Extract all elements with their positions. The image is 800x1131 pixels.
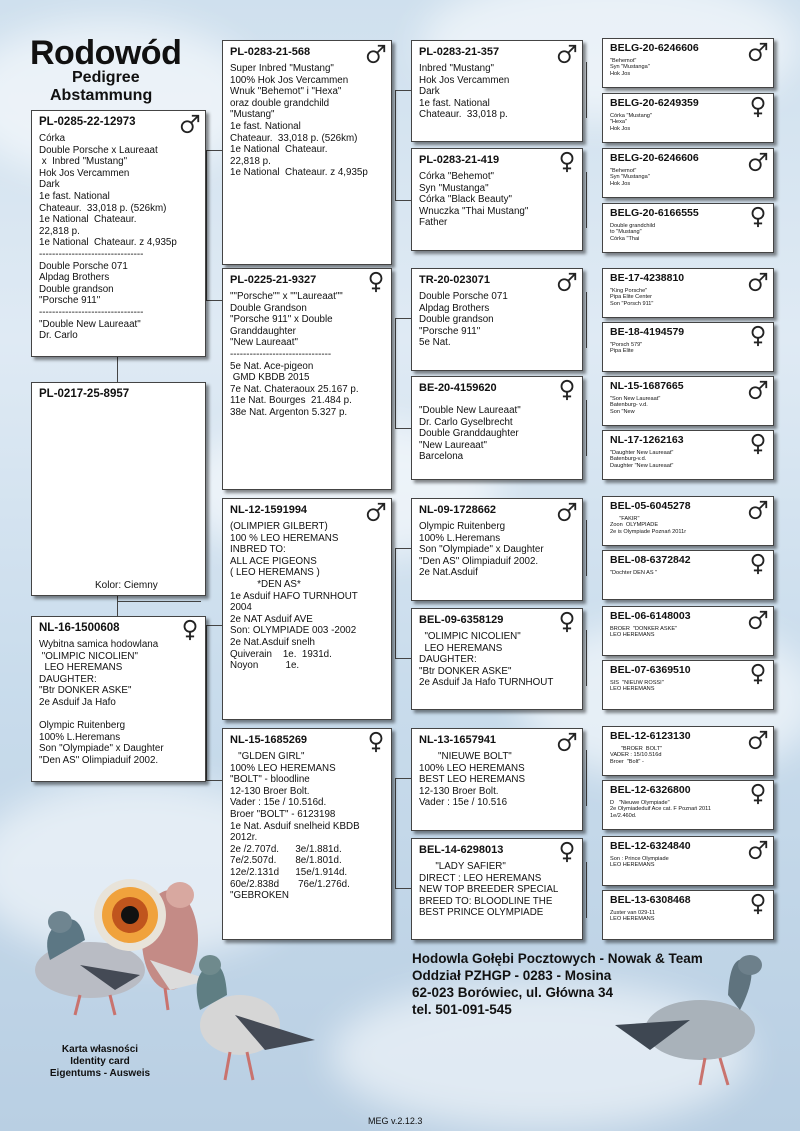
gen4-card [602, 836, 774, 886]
gen4-ring: BELG-20-6246606 [610, 42, 699, 54]
gen3-text: "NIEUWE BOLT" 100% LEO HEREMANS BEST LEO HEREMANS 12-130 Broer Bolt. Vader : 15e / 10.516 [419, 751, 525, 809]
connector-line [395, 90, 396, 200]
gen4-ring: BEL-12-6123130 [610, 730, 691, 742]
color-label: Kolor: Ciemny [95, 580, 158, 591]
main-pigeon-ring: PL-0285-22-12973 [39, 116, 136, 128]
version-label: MEG v.2.12.3 [368, 1116, 423, 1126]
gen3-ring: BEL-14-6298013 [419, 844, 504, 856]
gen4-text: "Behemot" Syn "Mustanga" Hok Jos [610, 168, 650, 187]
pigeon-blue-illustration [610, 950, 780, 1100]
connector-line [206, 150, 207, 300]
main-pigeon-card [31, 110, 206, 357]
connector-line [206, 300, 222, 301]
identity-card-caption [30, 1044, 170, 1080]
gen4-card [602, 376, 774, 426]
gen4-text: "Daughter New Laureaat" Batenburg-v.d. Daughter "New Laureaat" [610, 450, 674, 469]
gen2-card [222, 498, 392, 720]
gen2-ring: NL-15-1685269 [230, 734, 308, 746]
gen4-text: BROER "DONKER ASKE" LEO HEREMANS [610, 626, 678, 639]
gen4-card [602, 890, 774, 940]
connector-line [586, 630, 587, 686]
female-symbol-icon [556, 611, 578, 633]
pigeon-standing-illustration [175, 940, 325, 1090]
gen4-card [602, 430, 774, 480]
gen3-text: "LADY SAFIER" DIRECT : LEO HEREMANS NEW TOP BREEDER SPECIAL BREED TO: BLOODLINE THE BEST PRINCE OLYMPIADE [419, 861, 559, 919]
gen3-ring: BEL-09-6358129 [419, 614, 504, 626]
gen3-card [411, 608, 583, 710]
female-symbol-icon [179, 619, 201, 641]
gen4-card [602, 550, 774, 600]
male-symbol-icon [365, 43, 387, 65]
connector-line [395, 548, 396, 658]
gen3-card [411, 40, 583, 142]
gen4-ring: BE-18-4194579 [610, 326, 685, 338]
gen4-text: "King Porsche" Pipa Elite Center Son "Porsch 911" [610, 288, 654, 307]
connector-line [117, 601, 201, 602]
gen2-ring: PL-0225-21-9327 [230, 274, 317, 286]
gen4-ring: BEL-06-6148003 [610, 610, 691, 622]
connector-line [586, 862, 587, 918]
gen3-text: Double Porsche 071 Alpdag Brothers Double grandson "Porsche 911" 5e Nat. [419, 291, 508, 349]
dam-text: Wybitna samica hodowlana "OLIMPIC NICOLIEN" LEO HEREMANS DAUGHTER: "Btr DONKER ASKE" 2e Asduif Ja Hafo Olympic Ruitenberg 100% L.Heremans Son "Olympiade" x Daughter "Den AS" Olimpiaduif 2002. [39, 639, 164, 766]
gen4-text: "Porsch 579" Pipa Elite [610, 342, 643, 355]
female-symbol-icon [556, 151, 578, 173]
gen3-ring: NL-09-1728662 [419, 504, 497, 516]
gen4-ring: BELG-20-6246606 [610, 152, 699, 164]
connector-line [586, 520, 587, 576]
connector-line [117, 357, 118, 382]
gen4-card [602, 660, 774, 710]
second-pigeon-card [31, 382, 206, 596]
gen4-card [602, 780, 774, 830]
gen3-ring: BE-20-4159620 [419, 382, 497, 394]
gen4-card [602, 203, 774, 253]
connector-line [395, 200, 411, 201]
gen3-text: "Double New Laureaat" Dr. Carlo Gyselbrecht Double Granddaughter "New Laureaat" Barcelona [419, 405, 521, 463]
connector-line [395, 428, 411, 429]
connector-line [395, 548, 411, 549]
gen3-text: "OLIMPIC NICOLIEN" LEO HEREMANS DAUGHTER: "Btr DONKER ASKE" 2e Asduif Ja Hafo TURNHOUT [419, 631, 554, 689]
female-symbol-icon [556, 379, 578, 401]
male-symbol-icon [556, 501, 578, 523]
gen4-text: Córka "Mustang" "Hexa" Hok Jos [610, 113, 652, 132]
gen3-card [411, 376, 583, 480]
gen4-text: "Dochter DEN AS " [610, 570, 658, 576]
gen4-card [602, 322, 774, 372]
gen4-text: Zuster van 029-11 LEO HEREMANS [610, 910, 655, 923]
gen4-ring: BEL-05-6045278 [610, 500, 691, 512]
connector-line [586, 62, 587, 118]
main-pigeon-text: Córka Double Porsche x Laureaat x Inbred "Mustang" Hok Jos Vercammen Dark 1e fast. National Chateaur. 33,018 p. (526km) 1e National Chateaur. 22,818 p. 1e National Chateaur. z 4,935p -------------------------------- Double Porsche 071 Alpdag Brothers Double grandson "Porsche 911" -------------------------------- "Double New Laureaat" Dr. Carlo [39, 133, 177, 342]
gen4-ring: BEL-12-6326800 [610, 784, 691, 796]
gen4-ring: BE-17-4238810 [610, 272, 685, 284]
male-symbol-icon [179, 113, 201, 135]
connector-line [586, 172, 587, 228]
gen3-text: Inbred "Mustang" Hok Jos Vercammen Dark 1e fast. National Chateaur. 33,018 p. [419, 63, 510, 121]
gen2-card [222, 40, 392, 265]
female-symbol-icon [365, 271, 387, 293]
connector-line [117, 596, 118, 616]
gen4-text: SIS "NIEUW ROSSI" LEO HEREMANS [610, 680, 664, 693]
dam-card [31, 616, 206, 782]
gen2-card [222, 728, 392, 940]
gen2-text: Super Inbred "Mustang" 100% Hok Jos Vercammen Wnuk "Behemot" i "Hexa" oraz double grandchild "Mustang" 1e fast. National Chateaur. 33,018 p. (526km) 1e National Chateaur. 22,818 p. 1e National Chateaur. z 4,935p [230, 63, 368, 179]
male-symbol-icon [365, 501, 387, 523]
gen4-text: Son : Prince Olympiade LEO HEREMANS [610, 856, 669, 869]
gen2-text: (OLIMPIER GILBERT) 100 % LEO HEREMANS INBRED TO: ALL ACE PIGEONS ( LEO HEREMANS ) *DEN AS* 1e Asduif HAFO TURNHOUT 2004 2e NAT Asduif AVE Son: OLYMPIADE 003 -2002 2e Nat.Asduif snelh Quiverain 1e. 1931d. Noyon 1e. [230, 521, 358, 672]
gen3-ring: NL-13-1657941 [419, 734, 497, 746]
connector-line [206, 625, 222, 626]
gen4-card [602, 148, 774, 198]
gen4-ring: BEL-13-6308468 [610, 894, 691, 906]
gen2-text: ""Porsche"" x ""Laureaat"" Double Grandson "Porsche 911" x Double Granddaughter "New Laureaat" ------------------------------- 5e Nat. Ace-pigeon GMD KBDB 2015 7e Nat. Chateraoux 25.167 p. 11e Nat. Bourges 21.484 p. 38e Nat. Argenton 5.327 p. [230, 291, 359, 418]
gen4-card [602, 726, 774, 776]
female-symbol-icon [556, 841, 578, 863]
gen2-text: "GLDEN GIRL" 100% LEO HEREMANS "BOLT" - bloodline 12-130 Broer Bolt. Vader : 15e / 10.516d. Broer "BOLT" - 6123198 1e Nat. Asduif snelheid KBDB 2012r. 2e /2.707d. 3e/1.881d. 7e/2.507d. 8e/1.801d. 12e/2.131d 15e/1.914d. 60e/2.838d 76e/1.276d. "GEBROKEN [230, 751, 360, 902]
connector-line [395, 778, 411, 779]
gen4-card [602, 496, 774, 546]
gen4-card [602, 38, 774, 88]
female-symbol-icon [365, 731, 387, 753]
gen4-ring: BELG-20-6166555 [610, 207, 699, 219]
gen4-text: D "Nieuwe Olympiade" 2e Olymiadeduif Ace cat. F Poznań 2011 1e/2.460d. [610, 800, 711, 819]
connector-line [395, 318, 411, 319]
identity-line-pl: Karta własności [61, 1044, 139, 1055]
gen3-ring: PL-0283-21-357 [419, 46, 500, 58]
connector-line [206, 780, 222, 781]
identity-line-de: Eigentums - Ausweis [49, 1068, 151, 1079]
connector-line [586, 400, 587, 456]
gen3-card [411, 728, 583, 831]
identity-line-en: Identity card [70, 1056, 130, 1067]
gen4-card [602, 93, 774, 143]
male-symbol-icon [556, 271, 578, 293]
gen4-text: "BROER BOLT" VADER : 15/10.516d Broer "Bolt" - [610, 746, 663, 765]
gen4-text: "Behemot" Syn "Mustanga" Hok Jos [610, 58, 650, 77]
pedigree-subtitle-en: Pedigree [72, 69, 140, 86]
gen4-text: "FAKIR" Zoon OLYMPIADE 2e is Olympiade Poznań 2011r [610, 516, 687, 535]
gen2-card [222, 268, 392, 490]
gen4-ring: BEL-07-6369510 [610, 664, 691, 676]
connector-line [586, 750, 587, 806]
connector-line [586, 292, 587, 348]
connector-line [395, 658, 411, 659]
gen4-ring: NL-15-1687665 [610, 380, 684, 392]
second-pigeon-ring: PL-0217-25-8957 [39, 388, 130, 400]
connector-line [206, 625, 207, 780]
gen3-card [411, 268, 583, 371]
connector-line [395, 778, 396, 888]
connector-line [395, 888, 411, 889]
gen2-ring: PL-0283-21-568 [230, 46, 311, 58]
gen4-ring: BEL-08-6372842 [610, 554, 691, 566]
gen3-card [411, 838, 583, 940]
male-symbol-icon [556, 43, 578, 65]
breeder-info: Hodowla Gołębi Pocztowych - Nowak & Team Oddział PZHGP - 0283 - Mosina 62-023 Borówiec, ul. Główna 34 tel. 501-091-545 [412, 951, 703, 1017]
gen3-card [411, 148, 583, 251]
connector-line [206, 150, 222, 151]
pedigree-subtitle-de: Abstammung [50, 87, 153, 104]
gen4-ring: BEL-12-6324840 [610, 840, 691, 852]
gen3-text: Olympic Ruitenberg 100% L.Heremans Son "Olympiade" x Daughter "Den AS" Olimpiaduif 2002. 2e Nat.Asduif [419, 521, 544, 579]
gen4-text: "Son New Laureaat" Batenburg- v.d. Son "New [610, 396, 661, 415]
gen2-ring: NL-12-1591994 [230, 504, 308, 516]
gen4-ring: NL-17-1262163 [610, 434, 684, 446]
gen3-ring: PL-0283-21-419 [419, 154, 500, 166]
male-symbol-icon [556, 731, 578, 753]
gen4-card [602, 606, 774, 656]
connector-line [395, 318, 396, 428]
gen4-ring: BELG-20-6249359 [610, 97, 699, 109]
gen3-ring: TR-20-023071 [419, 274, 490, 286]
gen3-text: Córka "Behemot" Syn "Mustanga" Córka "Black Beauty" Wnuczka "Thai Mustang" Father [419, 171, 529, 229]
connector-line [395, 90, 411, 91]
gen3-card [411, 498, 583, 601]
pedigree-title: Rodowód [30, 34, 182, 72]
dam-ring: NL-16-1500608 [39, 622, 120, 634]
gen4-text: Double grandchild to "Mustang" Córka "Thai [610, 223, 656, 242]
gen4-card [602, 268, 774, 318]
